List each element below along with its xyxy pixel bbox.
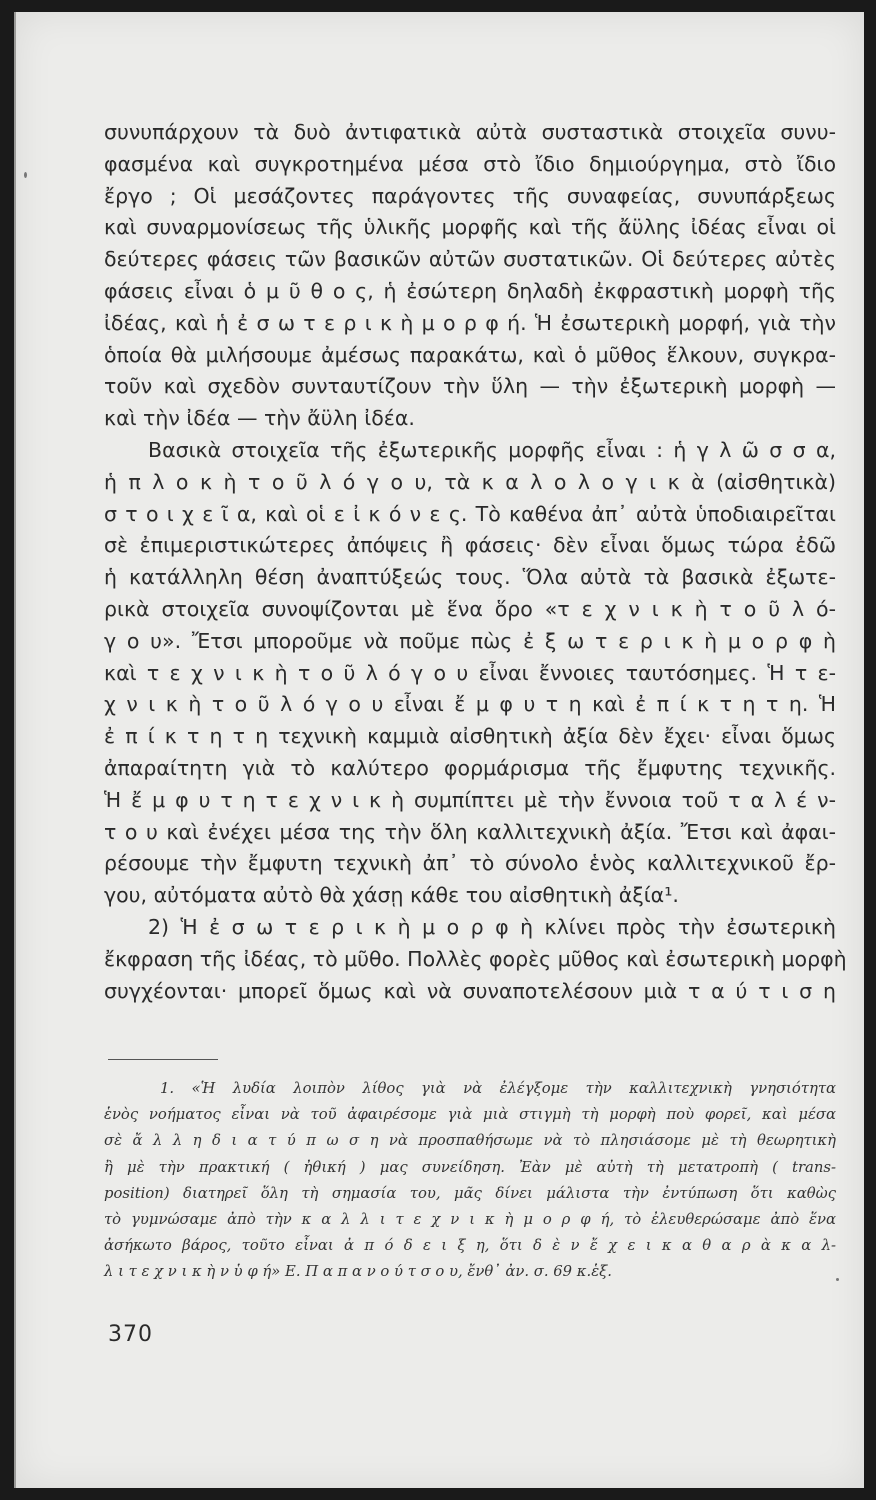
text-line: γ ο υ». Ἔτσι μποροῦμε νὰ ποῦμε πὼς ἐ ξ ω τ ε ρ ι κ ὴ μ ο ρ φ ὴ bbox=[104, 628, 836, 653]
footnote-line: τὸ γυμνώσαμε ἀπὸ τὴν κ α λ λ ι τ ε χ ν ι κ ὴ μ ο ρ φ ή, τὸ ἐλευθερώσαμε ἀπὸ ἕνα bbox=[104, 1210, 836, 1228]
text-line: ἰδέας, καὶ ἡ ἐ σ ω τ ε ρ ι κ ὴ μ ο ρ φ ή. Ἡ ἐσωτερικὴ μορφή, γιὰ τὴν bbox=[104, 310, 836, 335]
text-line: καὶ συναρμονίσεως τῆς ὑλικῆς μορφῆς καὶ τῆς ἄϋλης ἰδέας εἶναι οἱ bbox=[104, 215, 836, 240]
paragraph-end-line: γου, αὐτόματα αὐτὸ θὰ χάσῃ κάθε του αἰσθητικὴ ἀξία¹. bbox=[104, 883, 679, 908]
text-line: ἐ π ί κ τ η τ η τεχνικὴ καμμιὰ αἰσθητικὴ ἀξία δὲν ἔχει· εἶναι ὅμως bbox=[104, 724, 836, 749]
text-line: ρικὰ στοιχεῖα συνοψίζονται μὲ ἕνα ὅρο «τ ε χ ν ι κ ὴ τ ο ῦ λ ό- bbox=[104, 596, 836, 621]
footnote-divider bbox=[108, 1059, 218, 1060]
footnote-line: position) διατηρεῖ ὅλη τὴ σημασία του, μᾶς δίνει μάλιστα τὴν ἐντύπωση ὅτι καθὼς bbox=[104, 1184, 836, 1202]
text-line: συνυπάρχουν τὰ δυὸ ἀντιφατικὰ αὐτὰ συσταστικὰ στοιχεῖα συνυ- bbox=[104, 120, 836, 144]
text-line: δεύτερες φάσεις τῶν βασικῶν αὐτῶν συστατικῶν. Οἱ δεύτερες αὐτὲς bbox=[104, 247, 836, 272]
dust-speck bbox=[24, 172, 27, 178]
text-line: ἔκφραση τῆς ἰδέας, τὸ μῦθο. Πολλὲς φορὲς μῦθος καὶ ἐσωτερικὴ μορφὴ bbox=[104, 946, 847, 971]
paragraph-start-line: Βασικὰ στοιχεῖα τῆς ἐξωτερικῆς μορφῆς εἶναι : ἡ γ λ ῶ σ σ α, bbox=[148, 437, 836, 462]
footnote-line: ἀσήκωτο βάρος, τοῦτο εἶναι ἀ π ό δ ε ι ξ η, ὅτι δ ὲ ν ἔ χ ε ι κ α θ α ρ ὰ κ α λ- bbox=[104, 1237, 836, 1255]
text-line: ρέσουμε τὴν ἔμφυτη τεχνικὴ ἀπ᾿ τὸ σύνολο ἑνὸς καλλιτεχνικοῦ ἔρ- bbox=[104, 851, 836, 876]
text-line: σ τ ο ι χ ε ῖ α, καὶ οἱ ε ἰ κ ό ν ε ς. Τὸ καθένα ἀπ᾿ αὐτὰ ὑποδιαιρεῖται bbox=[104, 501, 836, 526]
footnote bbox=[104, 1076, 836, 1286]
text-line: φάσεις εἶναι ὁ μ ῦ θ ο ς, ἡ ἐσώτερη δηλαδὴ ἐκφραστικὴ μορφὴ τῆς bbox=[104, 278, 836, 303]
text-line: χ ν ι κ ὴ τ ο ῦ λ ό γ ο υ εἶναι ἔ μ φ υ τ η καὶ ἐ π ί κ τ η τ η. Ἡ bbox=[104, 692, 836, 717]
footnote-line: ἢ μὲ τὴν πρακτική ( ἠθική ) μας συνείδηση. Ἐὰν μὲ αὐτὴ τὴ μετατροπὴ ( trans- bbox=[104, 1158, 836, 1176]
text-line: ἡ π λ ο κ ὴ τ ο ῦ λ ό γ ο υ, τὰ κ α λ ο λ ο γ ι κ ὰ (αἰσθητικὰ) bbox=[104, 469, 836, 494]
footnote-line: 1. «Ἡ λυδία λοιπὸν λίθος γιὰ νὰ ἐλέγξομε τὴν καλλιτεχνικὴ γνησιότητα bbox=[160, 1080, 836, 1097]
text-line: τοῦν καὶ σχεδὸν συνταυτίζουν τὴν ὕλη — τὴν ἐξωτερικὴ μορφὴ — bbox=[104, 374, 836, 399]
text-line: καὶ τ ε χ ν ι κ ὴ τ ο ῦ λ ό γ ο υ εἶναι ἔννοιες ταυτόσημες. Ἡ τ ε- bbox=[104, 660, 836, 685]
text-line: ὁποία θὰ μιλήσουμε ἀμέσως παρακάτω, καὶ ὁ μῦθος ἕλκουν, συγκρα- bbox=[104, 342, 836, 367]
body-text bbox=[104, 117, 847, 1007]
numbered-paragraph-start-line: 2) Ἡ ἐ σ ω τ ε ρ ι κ ὴ μ ο ρ φ ὴ κλίνει πρὸς τὴν ἐσωτερικὴ bbox=[148, 914, 836, 939]
text-line: φασμένα καὶ συγκροτημένα μέσα στὸ ἴδιο δημιούργημα, στὸ ἴδιο bbox=[104, 151, 836, 176]
text-line: ἀπαραίτητη γιὰ τὸ καλύτερο φορμάρισμα τῆς ἔμφυτης τεχνικῆς. bbox=[104, 755, 836, 780]
footnote-line: ἑνὸς νοήματος εἶναι νὰ τοῦ ἀφαιρέσομε γιὰ μιὰ στιγμὴ τὴ μορφὴ ποὺ φορεῖ, καὶ μέσα bbox=[104, 1106, 836, 1124]
text-line: Ἡ ἔ μ φ υ τ η τ ε χ ν ι κ ὴ συμπίπτει μὲ τὴν ἔννοια τοῦ τ α λ έ ν- bbox=[104, 787, 836, 812]
paragraph-end-line: καὶ τὴν ἰδέα — τὴν ἄϋλη ἰδέα. bbox=[104, 406, 415, 431]
text-line: ἔργο ; Οἱ μεσάζοντες παράγοντες τῆς συναφείας, συνυπάρξεως bbox=[104, 183, 836, 208]
text-line: ἡ κατάλληλη θέση ἀναπτύξεώς τους. Ὅλα αὐτὰ τὰ βασικὰ ἐξωτε- bbox=[104, 565, 836, 590]
text-line: σὲ ἐπιμεριστικώτερες ἀπόψεις ἢ φάσεις· δὲν εἶναι ὅμως τώρα ἐδῶ bbox=[104, 533, 836, 558]
page-number: 370 bbox=[108, 1322, 153, 1347]
footnote-line: σὲ ἄ λ λ η δ ι α τ ύ π ω σ η νὰ προσπαθήσωμε νὰ τὸ πλησιάσομε μὲ τὴ θεωρητικὴ bbox=[104, 1132, 836, 1150]
text-line: συγχέονται· μπορεῖ ὅμως καὶ νὰ συναποτελέσουν μιὰ τ α ύ τ ι σ η bbox=[104, 978, 836, 1003]
footnote-line: λ ι τ ε χ ν ι κ ὴ ν ὑ φ ή» Ε. Π α π α ν ο ύ τ σ ο υ, ἔνθ᾿ ἀν. σ. 69 κ.ἑξ. bbox=[104, 1263, 612, 1281]
dust-speck bbox=[836, 1278, 839, 1281]
text-line: τ ο υ καὶ ἐνέχει μέσα της τὴν ὅλη καλλιτεχνικὴ ἀξία. Ἔτσι καὶ ἀφαι- bbox=[104, 819, 836, 844]
